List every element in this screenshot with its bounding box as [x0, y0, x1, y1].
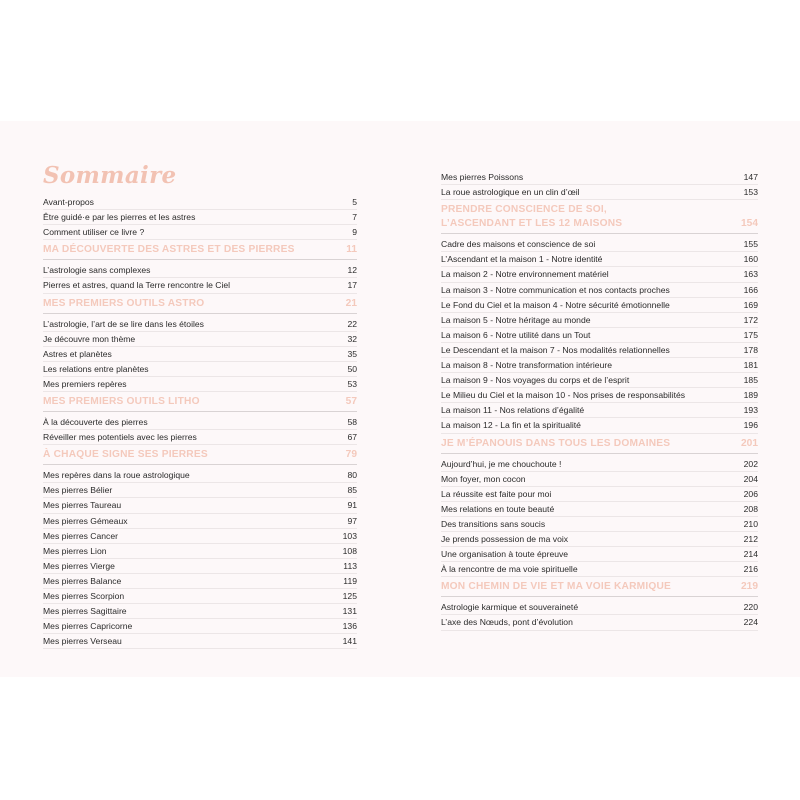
toc-entry-page: 103 — [342, 530, 357, 541]
toc-entry-label: À la rencontre de ma voie spirituelle — [441, 564, 578, 575]
divider — [441, 596, 758, 597]
toc-entry-label: À la découverte des pierres — [43, 417, 148, 427]
toc-entry[interactable] — [441, 388, 758, 402]
toc-entry-label: Mes pierres Gémeaux — [43, 515, 128, 526]
toc-entry[interactable] — [441, 517, 758, 531]
toc-entry[interactable] — [441, 373, 758, 387]
toc-entry-label: Pierres et astres, quand la Terre rencontre le Ciel — [43, 280, 231, 291]
toc-entry-label: Mes pierres Capricorne — [43, 621, 133, 632]
toc-entry[interactable] — [441, 562, 758, 576]
toc-entry[interactable] — [43, 430, 357, 444]
toc-entry-label: La réussite est faite pour moi — [441, 488, 552, 499]
toc-entry-page: 216 — [743, 564, 758, 575]
toc-entry-label: Astrologie karmique et souveraineté — [441, 602, 579, 613]
toc-entry-page: 153 — [743, 187, 758, 198]
toc-entry-page: 181 — [743, 360, 758, 370]
toc-entry-label: Cadre des maisons et conscience de soi — [441, 239, 596, 250]
toc-entry-page: 5 — [352, 197, 357, 207]
toc-entry-page: 9 — [352, 227, 357, 238]
toc-entry-page: 169 — [743, 299, 758, 310]
divider — [43, 239, 357, 240]
divider — [441, 233, 758, 234]
toc-entry[interactable] — [441, 615, 758, 629]
toc-entry[interactable] — [441, 547, 758, 561]
toc-entry-label: L’astrologie, l’art de se lire dans les étoiles — [43, 318, 204, 329]
divider — [43, 464, 357, 465]
toc-entry[interactable] — [441, 358, 758, 372]
toc-entry[interactable] — [43, 362, 357, 376]
toc-entry[interactable] — [441, 487, 758, 501]
toc-entry-page: 97 — [347, 515, 357, 526]
toc-entry[interactable] — [441, 283, 758, 297]
toc-entry-label: Les relations entre planètes — [43, 363, 149, 374]
toc-entry-page: 212 — [743, 534, 758, 544]
toc-section-page: 11 — [346, 244, 357, 256]
toc-section-page: 57 — [345, 396, 357, 407]
toc-entry-page: 155 — [743, 239, 758, 250]
toc-entry-label: Mes pierres Vierge — [43, 560, 115, 571]
toc-entry-page: 224 — [743, 617, 758, 628]
toc-entry-label: Mes pierres Bélier — [43, 485, 113, 496]
toc-entry-label: Je découvre mon thème — [43, 333, 136, 344]
toc-entry[interactable] — [43, 317, 357, 331]
toc-entry-page: 208 — [743, 503, 758, 514]
toc-entry[interactable] — [441, 267, 758, 281]
toc-entry-label: Le Milieu du Ciel et la maison 10 - Nos prises de responsabilités — [441, 390, 686, 401]
toc-entry-page: 175 — [743, 329, 758, 340]
toc-entry-page: 108 — [342, 545, 357, 556]
toc-entry-label: Astres et planètes — [43, 348, 112, 359]
toc-entry-label: Une organisation à toute épreuve — [441, 549, 569, 560]
toc-entry-label: La maison 5 - Notre héritage au monde — [441, 314, 591, 325]
toc-entry-page: 7 — [352, 212, 357, 223]
toc-entry[interactable] — [441, 418, 758, 432]
toc-entry-page: 12 — [347, 265, 357, 276]
toc-entry[interactable] — [43, 210, 357, 224]
toc-entry-page: 202 — [743, 458, 758, 469]
divider — [43, 444, 357, 445]
toc-entry-page: 196 — [743, 420, 758, 431]
divider — [441, 199, 758, 200]
toc-entry-label: La maison 3 - Notre communication et nos contacts proches — [441, 284, 670, 295]
toc-entry-page: 32 — [347, 333, 357, 344]
toc-entry-page: 35 — [347, 348, 357, 359]
toc-entry-label: Je prends possession de ma voix — [441, 534, 569, 544]
toc-entry-label: Mes pierres Poissons — [441, 172, 524, 182]
toc-entry-label: Le Descendant et la maison 7 - Nos modalités relationnelles — [441, 344, 670, 355]
toc-entry[interactable] — [441, 532, 758, 546]
toc-entry-page: 22 — [347, 318, 357, 329]
toc-entry-label: Mes pierres Balance — [43, 575, 122, 586]
toc-entry[interactable] — [441, 185, 758, 199]
toc-entry-page: 178 — [743, 344, 758, 355]
toc-section-page: 21 — [345, 297, 357, 309]
toc-page — [0, 121, 800, 677]
toc-section-page: 154 — [741, 218, 758, 230]
toc-entry[interactable] — [43, 468, 357, 482]
toc-entry[interactable] — [441, 502, 758, 516]
divider — [441, 453, 758, 454]
toc-entry-page: 141 — [342, 636, 357, 647]
toc-entry-label: Mes repères dans la roue astrologique — [43, 470, 190, 481]
toc-entry[interactable] — [43, 544, 357, 558]
toc-section-title: MA DÉCOUVERTE DES ASTRES ET DES PIERRES — [43, 244, 295, 256]
toc-entry-page: 220 — [743, 602, 758, 613]
divider — [43, 313, 357, 314]
toc-entry-page: 85 — [347, 485, 357, 496]
toc-entry-page: 17 — [347, 280, 357, 291]
toc-entry-page: 53 — [347, 378, 357, 389]
toc-entry[interactable] — [441, 472, 758, 486]
toc-entry[interactable] — [43, 225, 357, 239]
toc-entry[interactable] — [43, 347, 357, 361]
toc-entry-page: 189 — [743, 390, 758, 401]
toc-entry[interactable] — [43, 263, 357, 277]
toc-entry-page: 67 — [347, 432, 357, 443]
toc-entry[interactable] — [43, 483, 357, 497]
toc-entry-label: Avant-propos — [43, 197, 94, 207]
toc-entry-label: La roue astrologique en un clin d’œil — [441, 187, 580, 198]
toc-section-page: 219 — [741, 581, 758, 593]
toc-entry-label: Mes pierres Lion — [43, 545, 107, 556]
toc-section-page: 79 — [345, 449, 357, 461]
toc-entry[interactable] — [43, 415, 357, 429]
toc-entry-page: 214 — [743, 549, 758, 560]
toc-entry-label: Mes pierres Verseau — [43, 636, 122, 647]
toc-entry[interactable] — [441, 298, 758, 312]
toc-entry-label: Comment utiliser ce livre ? — [43, 227, 145, 238]
toc-entry-label: La maison 11 - Nos relations d’égalité — [441, 405, 585, 416]
toc-entry-page: 206 — [743, 488, 758, 499]
divider — [43, 411, 357, 412]
toc-entry-page: 147 — [743, 172, 758, 182]
toc-entry-label: Réveiller mes potentiels avec les pierres — [43, 432, 197, 443]
toc-entry[interactable] — [441, 252, 758, 266]
toc-entry[interactable] — [43, 514, 357, 528]
toc-entry-page: 58 — [347, 417, 357, 427]
toc-entry-label: La maison 2 - Notre environnement matériel — [441, 269, 609, 280]
toc-entry-label: Mes pierres Taureau — [43, 500, 122, 511]
toc-entry[interactable] — [43, 195, 357, 209]
toc-entry-label: Mes pierres Sagittaire — [43, 606, 127, 617]
toc-entry[interactable] — [43, 604, 357, 618]
toc-entry-label: Mon foyer, mon cocon — [441, 473, 526, 484]
toc-entry[interactable] — [441, 328, 758, 342]
toc-entry-label: L’astrologie sans complexes — [43, 265, 151, 276]
toc-entry[interactable] — [43, 619, 357, 633]
toc-entry-label: La maison 6 - Notre utilité dans un Tout — [441, 329, 591, 340]
toc-entry-page: 119 — [343, 575, 357, 586]
toc-entry[interactable] — [43, 574, 357, 588]
divider — [43, 391, 357, 392]
toc-entry-page: 125 — [342, 591, 357, 601]
toc-entry-label: Mes pierres Cancer — [43, 530, 118, 541]
toc-entry-page: 80 — [347, 470, 357, 481]
toc-title: Sommaire — [43, 162, 177, 189]
toc-entry-page: 166 — [743, 284, 758, 295]
toc-entry-page: 210 — [743, 518, 758, 529]
toc-entry-label: La maison 8 - Notre transformation intérieure — [441, 360, 612, 370]
toc-entry[interactable] — [441, 170, 758, 184]
toc-entry-label: L’Ascendant et la maison 1 - Notre identité — [441, 254, 603, 265]
toc-entry[interactable] — [441, 343, 758, 357]
toc-entry-page: 131 — [342, 606, 357, 617]
toc-entry[interactable] — [43, 529, 357, 543]
toc-entry-label: L’axe des Nœuds, pont d’évolution — [441, 617, 573, 628]
toc-entry-label: Aujourd’hui, je me chouchoute ! — [441, 458, 562, 469]
divider — [43, 293, 357, 294]
toc-entry[interactable] — [441, 403, 758, 417]
toc-entry-label: Être guidé·e par les pierres et les astres — [43, 212, 196, 223]
toc-entry-page: 193 — [743, 405, 758, 416]
toc-section-page: 201 — [741, 437, 758, 449]
toc-entry[interactable] — [43, 634, 357, 648]
toc-entry-page: 50 — [347, 363, 357, 374]
toc-entry[interactable] — [43, 559, 357, 573]
divider — [43, 648, 357, 649]
divider — [43, 259, 357, 260]
toc-section-title: JE M’ÉPANOUIS DANS TOUS LES DOMAINES — [441, 437, 671, 449]
toc-entry-page: 172 — [743, 314, 758, 325]
toc-section-title: MON CHEMIN DE VIE ET MA VOIE KARMIQUE — [441, 581, 672, 593]
toc-section-title: MES PREMIERS OUTILS ASTRO — [43, 297, 205, 309]
toc-entry[interactable] — [441, 457, 758, 471]
toc-entry[interactable] — [43, 498, 357, 512]
toc-entry-label: Mes relations en toute beauté — [441, 503, 555, 514]
toc-entry[interactable] — [43, 589, 357, 603]
toc-entry-label: Mes pierres Scorpion — [43, 591, 125, 601]
toc-entry[interactable] — [441, 237, 758, 251]
toc-entry[interactable] — [441, 600, 758, 614]
toc-entry-page: 91 — [347, 500, 357, 511]
divider — [441, 630, 758, 631]
toc-entry-page: 163 — [743, 269, 758, 280]
toc-entry-page: 160 — [743, 254, 758, 265]
toc-section-title: À CHAQUE SIGNE SES PIERRES — [43, 449, 208, 461]
toc-entry[interactable] — [43, 377, 357, 391]
toc-entry[interactable] — [441, 313, 758, 327]
toc-entry-page: 185 — [743, 375, 758, 386]
toc-entry-page: 204 — [743, 473, 758, 484]
toc-entry-page: 113 — [343, 560, 357, 571]
toc-entry-label: Mes premiers repères — [43, 378, 127, 389]
toc-entry-label: Le Fond du Ciel et la maison 4 - Notre sécurité émotionnelle — [441, 299, 670, 310]
divider — [441, 433, 758, 434]
divider — [441, 576, 758, 577]
toc-section-title: PRENDRE CONSCIENCE DE SOI, — [441, 204, 607, 216]
toc-section-title: MES PREMIERS OUTILS LITHO — [43, 396, 200, 407]
toc-section-title: L’ASCENDANT ET LES 12 MAISONS — [441, 218, 623, 230]
toc-entry[interactable] — [43, 278, 357, 292]
toc-entry-page: 136 — [342, 621, 357, 632]
toc-entry-label: Des transitions sans soucis — [441, 518, 546, 529]
toc-entry-label: La maison 9 - Nos voyages du corps et de l’esprit — [441, 375, 630, 386]
toc-entry-label: La maison 12 - La fin et la spiritualité — [441, 420, 581, 431]
toc-entry[interactable] — [43, 332, 357, 346]
